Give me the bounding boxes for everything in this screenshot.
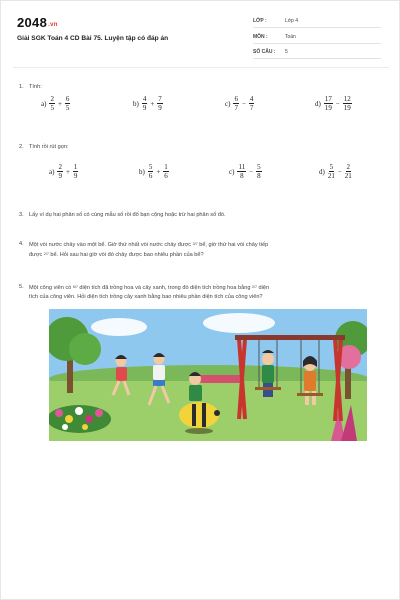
question-text: Lấy ví dụ hai phân số có cùng mẫu số rồi đố bạn cộng hoặc trừ hai phân số đó. xyxy=(29,212,226,218)
meta-row-count xyxy=(253,46,381,59)
question-number: 2. xyxy=(19,144,24,150)
exercise-2a: a) $\frac{2}{9}$ + $\frac{1}{9}$ xyxy=(49,163,78,180)
swing-top-bar xyxy=(235,335,345,340)
swing-seat xyxy=(255,387,281,390)
meta-row-grade xyxy=(253,15,381,28)
question-number: 5. xyxy=(19,284,24,290)
meta-key: LỚP : xyxy=(253,18,267,24)
cloud xyxy=(203,313,275,333)
cloud xyxy=(91,318,147,336)
child-shirt xyxy=(189,385,202,401)
question-number: 3. xyxy=(19,212,24,218)
exercise-1a: a) $\frac{2}{5}$ + $\frac{6}{5}$ xyxy=(41,95,70,112)
flower-strip xyxy=(199,375,243,383)
exercise-1d: d) $\frac{17}{19}$ − $\frac{12}{19}$ xyxy=(315,95,351,112)
meta-value: Lớp 4 xyxy=(285,18,299,24)
exercise-1c: c) $\frac{6}{7}$ − $\frac{4}{7}$ xyxy=(225,95,254,112)
inline-fraction: 3/7 xyxy=(192,242,198,246)
meta-row-subject xyxy=(253,31,381,44)
child-head xyxy=(262,353,274,365)
child-shirt xyxy=(262,365,274,383)
inline-fraction: 6/7 xyxy=(72,285,78,289)
question-4 xyxy=(19,240,379,262)
question-number: 4. xyxy=(19,241,24,247)
swing-seat xyxy=(297,393,323,396)
meta-key: SỐ CÂU : xyxy=(253,49,276,55)
site-logo[interactable]: 2048.vn xyxy=(17,15,58,30)
child-shirt xyxy=(153,365,165,380)
child-shirt xyxy=(116,367,127,381)
question-text: Tính: xyxy=(29,84,42,90)
meta-value: Toán xyxy=(285,34,296,40)
meta-value: 5 xyxy=(285,49,288,55)
question-text: Tính rồi rút gọn: xyxy=(29,144,69,150)
question-number: 1. xyxy=(19,84,24,90)
child-dress xyxy=(304,371,316,391)
exercise-2b: b) $\frac{5}{6}$ + $\frac{1}{6}$ xyxy=(139,163,168,180)
question-text: Một vòi nước chảy vào một bể. Giờ thứ nhất vòi nước chảy được 3/7 bể, giờ thứ hai vòi chảy tiếp được 2/7 bể. Hỏi sau hai giờ vòi đó chảy được bao nhiêu phần của bể? xyxy=(29,242,269,258)
document-header xyxy=(1,1,400,63)
header-divider xyxy=(13,67,389,68)
exercise-1b: b) $\frac{4}{9}$ + $\frac{7}{9}$ xyxy=(133,95,162,112)
question-5 xyxy=(19,283,379,305)
inline-fraction: 2/7 xyxy=(43,252,49,256)
document-title: Giải SGK Toán 4 CD Bài 75. Luyện tập có đáp án xyxy=(17,35,169,42)
exercise-2d: d) $\frac{5}{21}$ − $\frac{2}{21}$ xyxy=(319,163,352,180)
bee-spring-rider xyxy=(179,402,219,428)
exercise-2c: c) $\frac{11}{8}$ − $\frac{5}{8}$ xyxy=(229,163,261,180)
tree-canopy xyxy=(69,333,101,365)
park-illustration xyxy=(49,309,367,441)
meta-key: MÔN : xyxy=(253,34,268,40)
inline-fraction: 2/7 xyxy=(252,285,257,289)
question-text: Một công viên có 6/7 diện tích đã trồng hoa và cây xanh, trong đó diện tích trồng hoa bằng 2/7 diện tích của công viên. Hỏi diện tích trồng cây xanh bằng bao nhiêu phần diện tích của công viên? xyxy=(29,285,270,300)
